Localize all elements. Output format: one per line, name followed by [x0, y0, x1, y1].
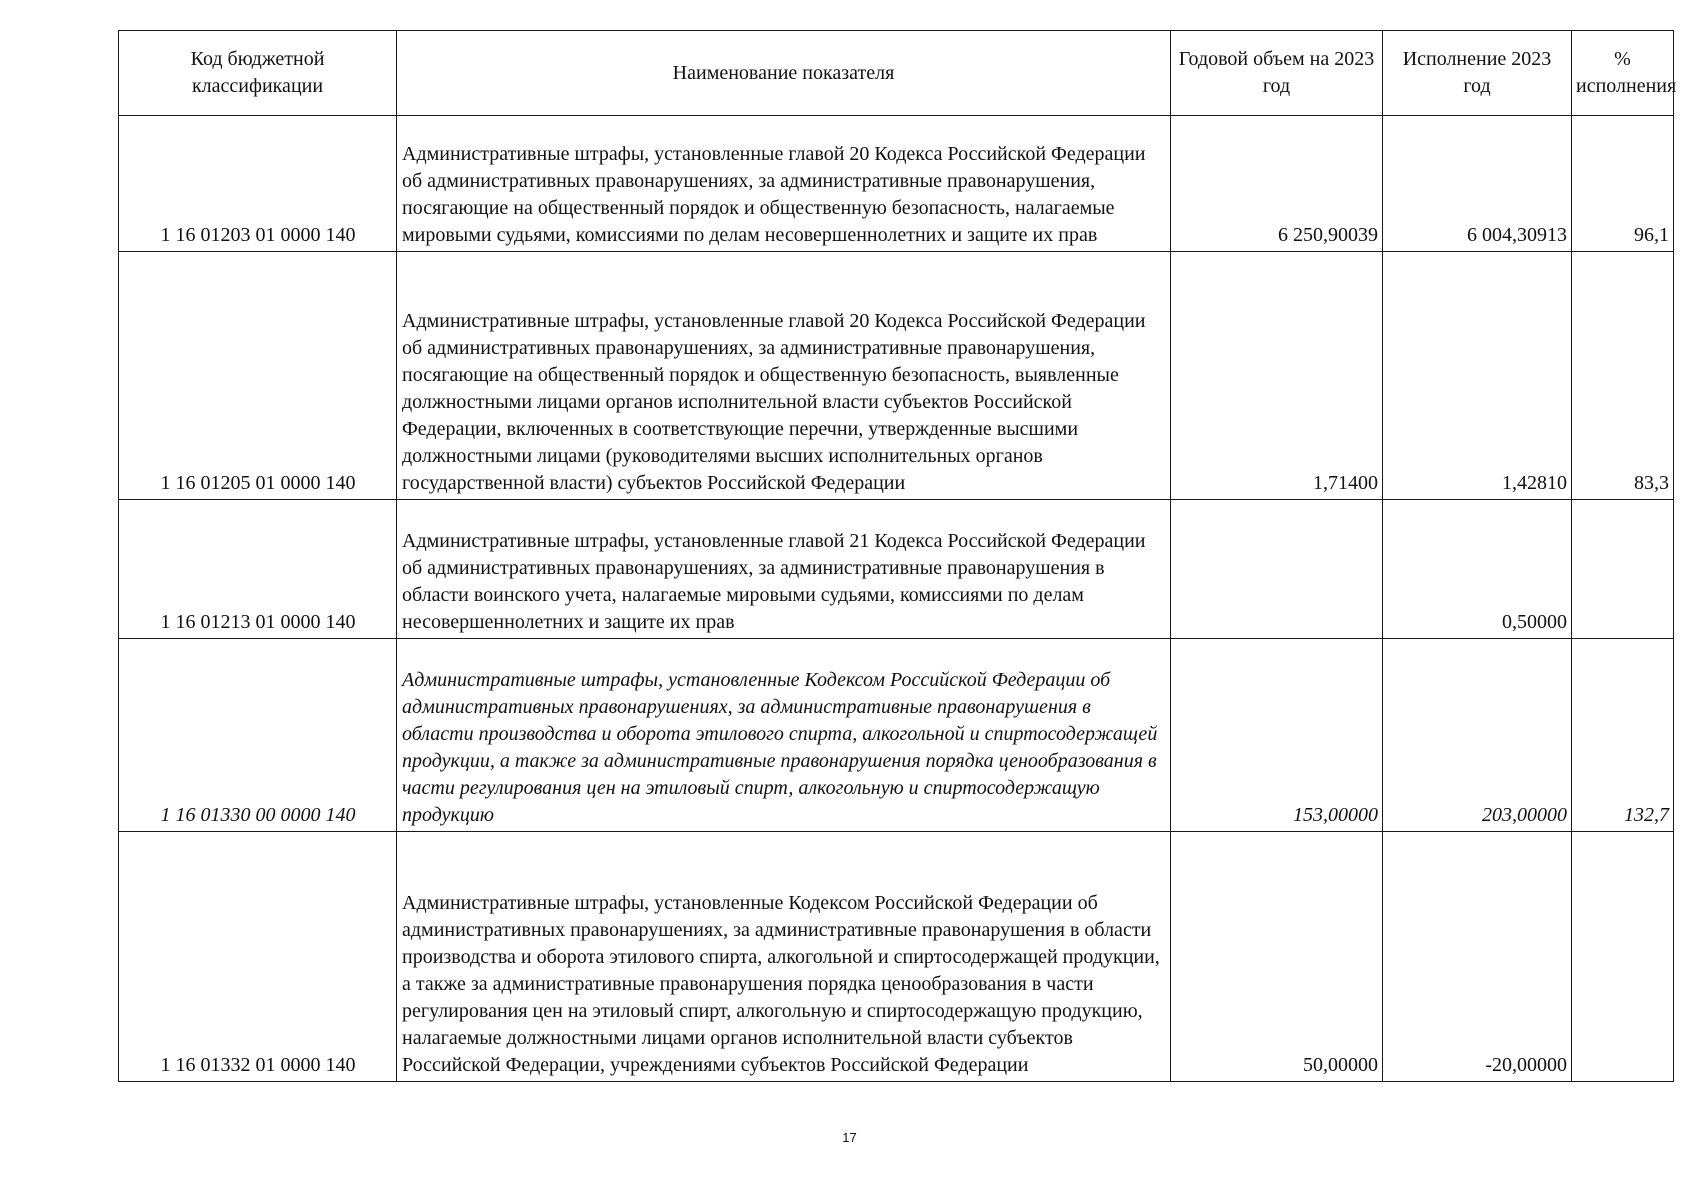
row-annual: 1,71400: [1171, 252, 1383, 500]
table-row-italic: [119, 639, 1674, 832]
row-percent: [1572, 832, 1674, 1082]
header-code: Код бюджетной классификации: [119, 31, 397, 116]
row-name: Административные штрафы, установленные Кодексом Российской Федерации об административных правонарушениях, за административные правонарушения в области производства и оборота этилового спирта, алкогольной и спиртосодержащей продукции, а также за административные правонарушения порядка ценообразования в части регулирования цен на этиловый спирт, алкогольную и спиртосодержащую продукцию: [397, 639, 1171, 832]
header-percent: % исполнения: [1572, 31, 1674, 116]
header-execution: Исполнение 2023 год: [1383, 31, 1572, 116]
row-execution: 0,50000: [1383, 500, 1572, 639]
row-name: Административные штрафы, установленные главой 20 Кодекса Российской Федерации об административных правонарушениях, за административные правонарушения, посягающие на общественный порядок и общественную безопасность, выявленные должностными лицами органов исполнительной власти субъектов Российской Федерации, включенных в соответствующие перечни, утвержденные высшими должностными лицами (руководителями высших исполнительных органов государственной власти) субъектов Российской Федерации: [397, 252, 1171, 500]
page-number: 17: [842, 1130, 857, 1145]
row-percent: [1572, 500, 1674, 639]
row-annual: [1171, 500, 1383, 639]
row-code: 1 16 01203 01 0000 140: [119, 116, 397, 252]
row-execution: -20,00000: [1383, 832, 1572, 1082]
table-row: [119, 252, 1674, 500]
row-execution: 6 004,30913: [1383, 116, 1572, 252]
table-row: [119, 116, 1674, 252]
row-annual: 153,00000: [1171, 639, 1383, 832]
header-annual: Годовой объем на 2023 год: [1171, 31, 1383, 116]
row-percent: 96,1: [1572, 116, 1674, 252]
row-execution: 203,00000: [1383, 639, 1572, 832]
table-row: [119, 832, 1674, 1082]
row-percent: 83,3: [1572, 252, 1674, 500]
row-execution: 1,42810: [1383, 252, 1572, 500]
budget-execution-table: [118, 30, 1677, 1082]
row-name: Административные штрафы, установленные Кодексом Российской Федерации об административных правонарушениях, за административные правонарушения в области производства и оборота этилового спирта, алкогольной и спиртосодержащей продукции, а также за административные правонарушения порядка ценообразования в части регулирования цен на этиловый спирт, алкогольную и спиртосодержащую продукцию, налагаемые должностными лицами органов исполнительной власти субъектов Российской Федерации, учреждениями субъектов Российской Федерации: [397, 832, 1171, 1082]
row-name: Административные штрафы, установленные главой 20 Кодекса Российской Федерации об административных правонарушениях, за административные правонарушения, посягающие на общественный порядок и общественную безопасность, налагаемые мировыми судьями, комиссиями по делам несовершеннолетних и защите их прав: [397, 116, 1171, 252]
row-name: Административные штрафы, установленные главой 21 Кодекса Российской Федерации об административных правонарушениях, за административные правонарушения в области воинского учета, налагаемые мировыми судьями, комиссиями по делам несовершеннолетних и защите их прав: [397, 500, 1171, 639]
header-name: Наименование показателя: [397, 31, 1171, 116]
row-code: 1 16 01213 01 0000 140: [119, 500, 397, 639]
header-row: [119, 31, 1674, 116]
row-code: 1 16 01205 01 0000 140: [119, 252, 397, 500]
row-code: 1 16 01330 00 0000 140: [119, 639, 397, 832]
row-code: 1 16 01332 01 0000 140: [119, 832, 397, 1082]
table-row: [119, 500, 1674, 639]
row-annual: 6 250,90039: [1171, 116, 1383, 252]
row-percent: 132,7: [1572, 639, 1674, 832]
row-annual: 50,00000: [1171, 832, 1383, 1082]
